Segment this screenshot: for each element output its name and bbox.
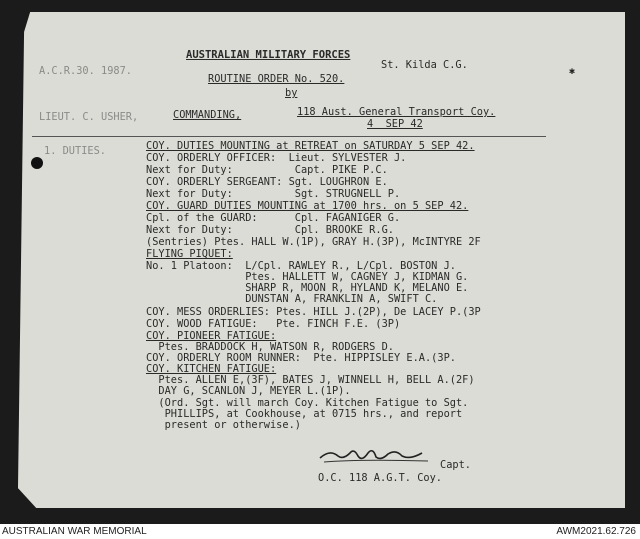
commanding-label: COMMANDING, — [173, 109, 242, 121]
body-line: Cpl. of the GUARD: Cpl. FAGANIGER G. — [146, 212, 401, 224]
body-line: Next for Duty: Cpl. BROOKE R.G. — [146, 224, 394, 236]
body-line: Ptes. HALLETT W, CAGNEY J, KIDMAN G. — [146, 271, 469, 283]
body-line: DAY G, SCANLON J, MEYER L.(1P). — [146, 385, 351, 397]
body-line: COY. DUTIES MOUNTING at RETREAT on SATURDAY 5 SEP 42. — [146, 140, 475, 152]
body-line: SHARP R, MOON R, HYLAND K, MELANO E. — [146, 282, 469, 294]
section-label: 1. DUTIES. — [44, 145, 106, 157]
signature-rank: Capt. — [440, 459, 471, 471]
body-line: COY. ORDERLY SERGEANT: Sgt. LOUGHRON E. — [146, 176, 388, 188]
body-line: COY. MESS ORDERLIES: Ptes. HILL J.(2P), De LACEY P.(3P — [146, 306, 481, 318]
signature-title: O.C. 118 A.G.T. Coy. — [318, 472, 442, 484]
document-title: AUSTRALIAN MILITARY FORCES — [186, 49, 351, 61]
body-line: FLYING PIQUET: — [146, 248, 233, 260]
body-line: Next for Duty: Sgt. STRUGNELL P. — [146, 188, 401, 200]
order-date: 4 SEP 42 — [367, 118, 423, 130]
footer-source: AUSTRALIAN WAR MEMORIAL — [2, 526, 147, 537]
body-line: No. 1 Platoon: L/Cpl. RAWLEY R., L/Cpl. BOSTON J. — [146, 260, 456, 272]
routine-order-number: ROUTINE ORDER No. 520. — [208, 73, 345, 85]
footer-accession-number: AWM2021.62.726 — [556, 526, 636, 537]
handwritten-signature — [318, 444, 436, 466]
body-line: COY. KITCHEN FATIGUE: — [146, 363, 277, 375]
body-line: PHILLIPS, at Cookhouse, at 0715 hrs., and report — [146, 408, 463, 420]
body-line: (Sentries) Ptes. HALL W.(1P), GRAY H.(3P), McINTYRE 2F — [146, 236, 481, 248]
header-divider — [32, 136, 546, 137]
unit-name: 118 Aust. General Transport Coy. — [297, 106, 496, 118]
body-line: COY. ORDERLY OFFICER: Lieut. SYLVESTER J. — [146, 152, 407, 164]
left-reference: A.C.R.30. 1987. — [39, 65, 132, 77]
commander-name: LIEUT. C. USHER, — [39, 111, 139, 123]
body-line: Next for Duty: Capt. PIKE P.C. — [146, 164, 388, 176]
body-line: present or otherwise.) — [146, 419, 301, 431]
body-line: COY. PIONEER FATIGUE: — [146, 330, 277, 342]
by-label: by — [285, 87, 298, 99]
body-line: COY. ORDERLY ROOM RUNNER: Pte. HIPPISLEY E.A.(3P. — [146, 352, 456, 364]
margin-mark: ✱ — [569, 66, 576, 77]
body-line: (Ord. Sgt. will march Coy. Kitchen Fatigue to Sgt. — [146, 397, 469, 409]
punch-hole — [31, 157, 43, 169]
body-line: COY. GUARD DUTIES MOUNTING at 1700 hrs. on 5 SEP 42. — [146, 200, 469, 212]
body-line: Ptes. ALLEN E,(3F), BATES J, WINNELL H, BELL A.(2F) — [146, 374, 475, 386]
location: St. Kilda C.G. — [381, 59, 468, 71]
body-line: Ptes. BRADDOCK H, WATSON R, RODGERS D. — [146, 341, 394, 353]
body-line: COY. WOOD FATIGUE: Pte. FINCH F.E. (3P) — [146, 318, 401, 330]
footer-bar — [0, 524, 640, 539]
body-line: DUNSTAN A, FRANKLIN A, SWIFT C. — [146, 293, 438, 305]
